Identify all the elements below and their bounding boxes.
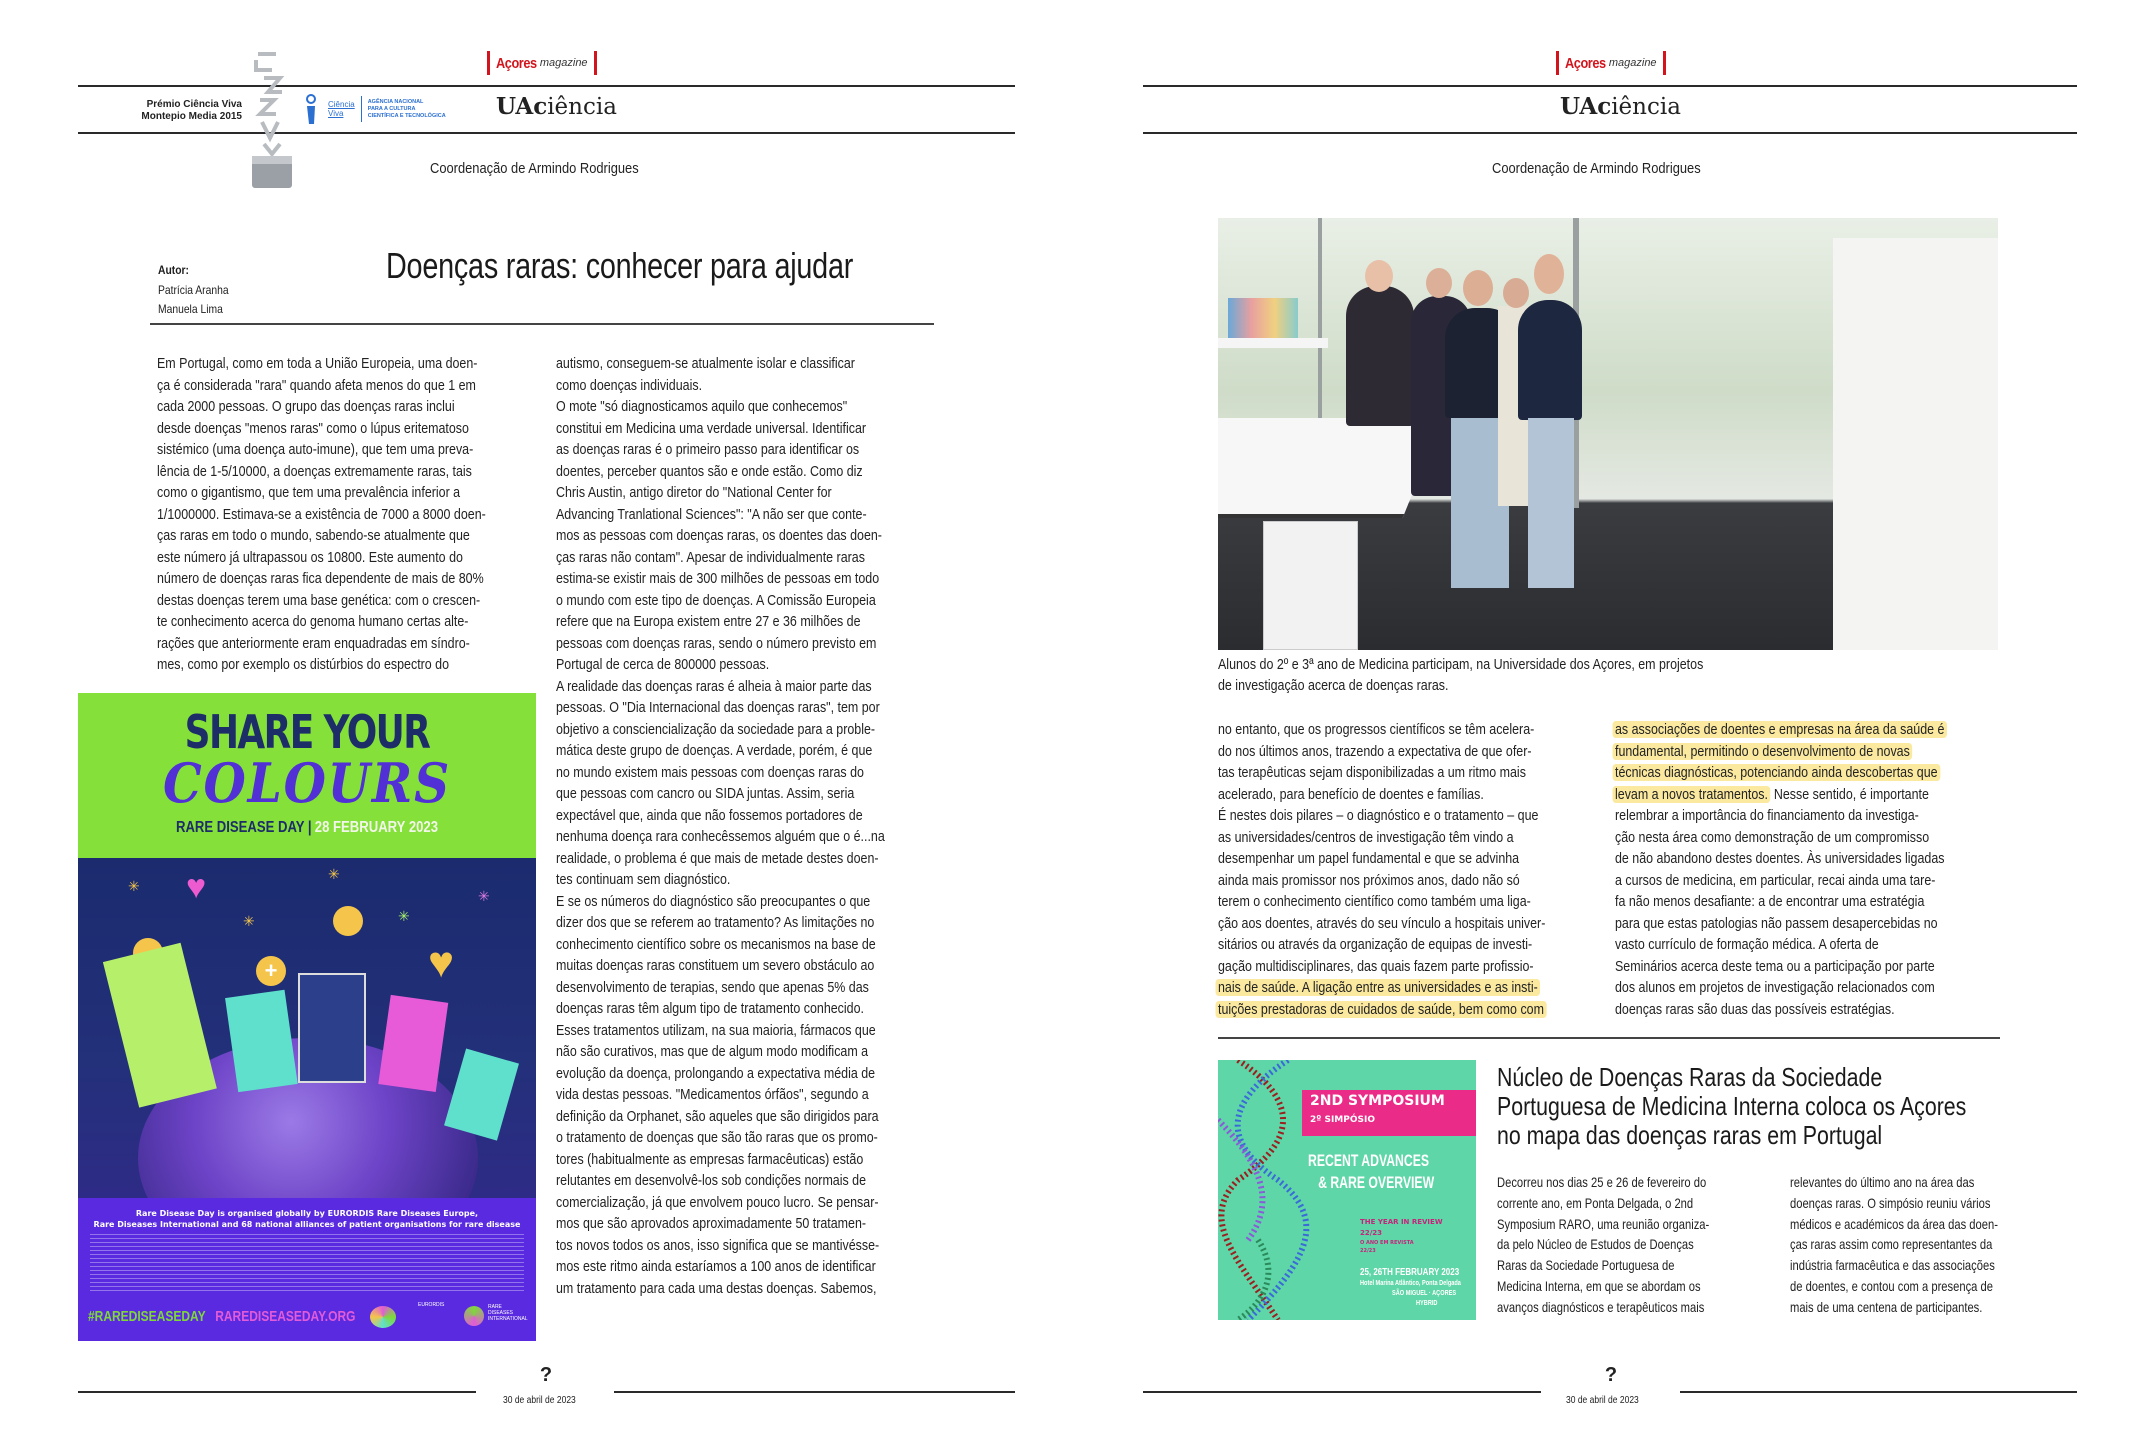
rdi-logo-text: RARE DISEASES INTERNATIONAL xyxy=(488,1304,528,1322)
highlighted-text: fundamental, permitindo o desenvolvimento de novas xyxy=(1613,743,1913,760)
text-line: no mundo existem mais pessoas com doenças raras do xyxy=(556,763,864,781)
text: desempenhar um papel fundamental e que se advinha xyxy=(1218,850,1520,867)
award-label xyxy=(120,99,242,123)
poster-fine-print xyxy=(90,1234,524,1292)
section-title xyxy=(496,93,617,120)
text-line xyxy=(1218,956,1542,978)
text-line: Chris Austin, antigo diretor do "National Center for xyxy=(556,484,832,501)
text-line: tos novos todos os anos, isso significa que se mantivésse- xyxy=(556,1236,880,1254)
text-line xyxy=(1615,784,1939,806)
symposium-title xyxy=(1308,1150,1434,1194)
person xyxy=(1518,300,1582,420)
building-illustration xyxy=(298,973,366,1083)
footer-rule-left xyxy=(1143,1391,1541,1393)
eurordis-logo: EURORDIS xyxy=(418,1302,445,1308)
caption-line: Alunos do 2º e 3ª ano de Medicina participam, na Universidade dos Açores, em projetos xyxy=(1218,656,1704,673)
text-line: muitas doenças raras constituem um severo obstáculo ao xyxy=(556,957,875,974)
text-line: as doenças raras é o primeiro passo para identificar os xyxy=(556,441,860,458)
text-line: corrente ano, em Ponta Delgada, o 2nd xyxy=(1497,1194,1694,1211)
text-line: de doentes, e contou com a presença de xyxy=(1790,1277,1993,1294)
news-column-1 xyxy=(1497,1172,1757,1318)
review-pt: O ANO EM REVISTA xyxy=(1360,1240,1414,1246)
symposium-details xyxy=(1360,1267,1461,1309)
text: É nestes dois pilares – o diagnóstico e o tratamento – que xyxy=(1218,807,1539,824)
text-line: dizer dos que se referem ao tratamento? As limitações no xyxy=(556,914,875,931)
person-head xyxy=(1365,260,1393,292)
symposium-line-2: 2º SIMPÓSIO xyxy=(1310,1115,1375,1125)
text: no entanto, que os progressos científicos se têm acelera- xyxy=(1218,721,1535,738)
text-line: mática deste grupo de doenças. A verdade, porém, é que xyxy=(556,742,873,759)
ciencia-text: Ciência xyxy=(328,100,355,109)
ciencia-viva-figure-icon xyxy=(300,94,322,124)
magazine-name: Açores xyxy=(1565,54,1606,72)
highlighted-text: nais de saúde. A ligação entre as universidades e as insti- xyxy=(1216,979,1541,996)
text: gação multidisciplinares, das quais fazem parte profissio- xyxy=(1218,957,1534,975)
text-line: doenças raras têm algum tipo de tratamento conhecido. xyxy=(556,1000,864,1017)
text-line: cada 2000 pessoas. O grupo das doenças raras inclui xyxy=(157,398,455,415)
text-line: ças raras assim como representantes da xyxy=(1790,1236,1993,1253)
text-line: pessoas com doenças raras, sendo o número previsto em xyxy=(556,634,877,652)
text-line: relutantes em desenvolvê-los sob condições normais de xyxy=(556,1172,867,1189)
text-line: mos que são aprovados aproximadamente 50 tratamen- xyxy=(556,1215,867,1232)
star-icon: ✳ xyxy=(478,888,490,904)
text-line: Esses tratamentos utilizam, na sua maioria, fármacos que xyxy=(556,1021,876,1039)
poster-hashtag: #RAREDISEASEDAY xyxy=(88,1308,206,1325)
text-line xyxy=(1615,913,1939,935)
symposium-dates: 25, 26TH FEBRUARY 2023 xyxy=(1360,1267,1460,1278)
text: de não abandono destes doentes. Às universidades ligadas xyxy=(1615,850,1945,867)
footer-rule-left xyxy=(78,1391,476,1393)
author-name: Manuela Lima xyxy=(158,302,223,316)
lab-shelf xyxy=(1218,338,1328,348)
text: sitários ou através da organização de equipas de investi- xyxy=(1218,936,1533,953)
text-line: tores (habitualmente as empresas farmacêuticas) estão xyxy=(556,1150,864,1168)
ciencia-viva-logo xyxy=(300,94,446,124)
text-line: desde doenças "menos raras" como o lúpus eritematoso xyxy=(157,419,469,437)
lab-drawers xyxy=(1263,521,1358,650)
headline-line: Portuguesa de Medicina Interna coloca os Açores xyxy=(1497,1091,1967,1121)
text-line: desenvolvimento de terapias, sendo que apenas 5% das xyxy=(556,978,869,996)
text-line: constitui em Medicina uma verdade universal. Identificar xyxy=(556,419,867,437)
star-icon: ✳ xyxy=(128,878,140,894)
text-line: destas doenças terem uma base genética: com o crescen- xyxy=(157,591,481,609)
flower-logo-icon xyxy=(370,1306,396,1328)
section-title-suffix: iência xyxy=(1611,94,1681,120)
author-name: Patrícia Aranha xyxy=(158,283,229,297)
text-line: mais de uma centena de participantes. xyxy=(1790,1298,1983,1315)
text-line: indústria farmacêutica e das associações xyxy=(1790,1257,1995,1274)
symposium-title-line-1: RECENT ADVANCES xyxy=(1308,1151,1430,1170)
text-line: te conhecimento acerca do genoma humano certas alte- xyxy=(157,613,469,630)
poster-event-line: RARE DISEASE DAY | 28 FEBRUARY 2023 xyxy=(175,819,439,836)
text-line: comercialização, já que envolvem pouco lucro. Se pensar- xyxy=(556,1193,879,1211)
page-date: 30 de abril de 2023 xyxy=(503,1395,576,1406)
highlighted-text: técnicas diagnósticas, potenciando ainda descobertas que xyxy=(1613,764,1941,781)
text: ção aos doentes, através do seu vínculo a hospitais univer- xyxy=(1218,914,1546,932)
text-line xyxy=(1218,741,1542,763)
text-line: definição da Orphanet, são aqueles que são dirigidos para xyxy=(556,1107,879,1125)
text-line: estima-se existir mais de 300 milhões de pessoas em todo xyxy=(556,570,880,587)
photo-caption xyxy=(1218,654,1803,696)
text-line: pessoas. O "Dia Internacional das doenças raras", tem por xyxy=(556,699,880,716)
agency-line-2: PARA A CULTURA xyxy=(367,105,416,112)
highlighted-text: levam a novos tratamentos. xyxy=(1613,786,1771,803)
text-line xyxy=(1218,977,1542,999)
viva-text: Viva xyxy=(328,109,344,118)
text: ainda mais promissor nos próximos anos, dado não só xyxy=(1218,871,1520,889)
masthead-bottom-rule xyxy=(78,132,1015,134)
text-line xyxy=(1218,934,1542,956)
symposium-venue: Hotel Marina Atlântico, Ponta Delgada xyxy=(1360,1280,1461,1287)
text-line xyxy=(1218,719,1542,741)
text: a cursos de medicina, em particular, recai ainda uma tare- xyxy=(1615,871,1936,889)
text: as universidades/centros de investigação têm vindo a xyxy=(1218,828,1514,846)
poster-org-line-1: Rare Disease Day is organised globally by EURORDIS Rare Diseases Europe, xyxy=(135,1209,479,1218)
logo-bar-left xyxy=(487,51,490,75)
section-title-prefix: UAc xyxy=(496,93,548,120)
logo-bar-left xyxy=(1556,51,1559,75)
lab-fridge xyxy=(1833,238,1998,650)
text-line: sistémico (uma doença auto-imune), que tem uma preva- xyxy=(157,441,474,458)
poster-line-1: SHARE YOUR xyxy=(184,705,430,759)
text: Nesse sentido, é importante xyxy=(1770,785,1929,803)
poster-line-2: COLOURS xyxy=(163,751,451,815)
text-line: não são curativos, mas que de algum modo modificam a xyxy=(556,1043,869,1060)
text-line: mes, como por exemplo os distúrbios do espectro do xyxy=(157,656,450,673)
section-divider-rule xyxy=(1218,1037,2000,1039)
text-line: ça é considerada "rara" quando afeta menos do que 1 em xyxy=(157,376,476,394)
text-line xyxy=(1615,762,1939,784)
article-column-2 xyxy=(556,353,941,1299)
footer-rule-right xyxy=(614,1391,1015,1393)
person-head xyxy=(1503,278,1529,308)
article-title: Doenças raras: conhecer para ajudar xyxy=(386,245,854,286)
page-date: 30 de abril de 2023 xyxy=(1566,1395,1639,1406)
article-column-1 xyxy=(157,353,537,676)
highlighted-text: tuições prestadoras de cuidados de saúde, bem como com xyxy=(1216,1001,1547,1018)
review-en: THE YEAR IN REVIEW xyxy=(1360,1218,1443,1226)
text-line: relevantes do último ano na área das xyxy=(1790,1174,1975,1190)
magazine-logo xyxy=(1556,51,1666,75)
text: fa não menos desafiante: a de encontrar uma estratégia xyxy=(1615,893,1925,910)
masthead-top-rule xyxy=(1143,85,2077,87)
text: terem o conhecimento científico como também uma liga- xyxy=(1218,893,1531,910)
text-line xyxy=(1615,977,1939,999)
agency-text xyxy=(368,99,446,120)
text-line: mos as pessoas com doenças raras, os doentes das doen- xyxy=(556,527,882,544)
text: Seminários acerca deste tema ou a participação por parte xyxy=(1615,957,1935,975)
text-line xyxy=(1218,784,1542,806)
text-line xyxy=(1218,870,1542,892)
text-line xyxy=(1218,805,1542,827)
text: do nos últimos anos, trazendo a expectativa de que ofer- xyxy=(1218,742,1532,760)
text-line xyxy=(1615,719,1945,741)
text: relembrar a importância do financiamento da investiga- xyxy=(1615,807,1919,824)
ciencia-viva-text xyxy=(328,100,355,118)
text-line: Symposium RARO, uma reunião organiza- xyxy=(1497,1215,1710,1232)
text-line: este número já ultrapassou os 10800. Este aumento do xyxy=(157,548,463,566)
title-rule xyxy=(150,323,934,325)
symposium-format: HYBRID xyxy=(1416,1300,1438,1307)
text-line: que pessoas com cancro ou SIDA juntas. Assim, seria xyxy=(556,785,855,802)
heart-icon: ♥ xyxy=(428,938,455,987)
coordination-credit: Coordenação de Armindo Rodrigues xyxy=(430,160,639,177)
text-line xyxy=(1615,827,1939,849)
page-number: ? xyxy=(1604,1364,1618,1386)
text-line: 1/1000000. Estimava-se a existência de 7000 a 8000 doen- xyxy=(157,505,486,523)
text-line xyxy=(1615,891,1939,913)
text-line xyxy=(1615,805,1939,827)
headline-line: Núcleo de Doenças Raras da Sociedade xyxy=(1497,1062,1883,1092)
text-line: avanços diagnósticos e terapêuticos mais xyxy=(1497,1298,1705,1315)
text-line xyxy=(1615,848,1945,870)
award-line-2: Montepio Media 2015 xyxy=(141,111,242,122)
text-line: vida destas pessoas. "Medicamentos órfãos", segundo a xyxy=(556,1086,869,1103)
review-en-years: 22/23 xyxy=(1360,1229,1383,1237)
text-line: Medicina Interna, em que se abordam os xyxy=(1497,1277,1701,1294)
star-icon: ✳ xyxy=(328,866,340,882)
text-line: um tratamento para cada uma destas doenças. Sabemos, xyxy=(556,1279,877,1297)
heart-icon: ♥ xyxy=(186,868,207,906)
magazine-name: Açores xyxy=(496,54,537,72)
text-line: como doenças individuais. xyxy=(556,376,703,394)
trophy-icon xyxy=(246,48,298,190)
text-line: conhecimento científico sobre os mecanismos na base de xyxy=(556,935,876,953)
text: tas terapêuticas sejam disponibilizadas a um ritmo mais xyxy=(1218,764,1526,781)
text-line: mos este ritmo ainda estaríamos a 100 anos de identificar xyxy=(556,1258,876,1275)
person-head xyxy=(1463,270,1493,306)
text-line: expectável que, ainda que não fossemos portadores de xyxy=(556,806,863,824)
symposium-line-1: 2ND SYMPOSIUM xyxy=(1310,1093,1445,1109)
highlighted-text: as associações de doentes e empresas na área da saúde é xyxy=(1613,721,1947,738)
text: acelerado, para benefício de doentes e famílias. xyxy=(1218,785,1484,803)
poster-footer xyxy=(78,1198,536,1341)
news-column-2 xyxy=(1790,1172,2050,1318)
page-number: ? xyxy=(539,1364,553,1386)
text-line xyxy=(1615,999,1939,1021)
text-line: Advancing Tranlational Sciences": "A não ser que conte- xyxy=(556,505,867,523)
group-photo xyxy=(1218,218,1998,650)
author-label: Autor: xyxy=(158,263,189,277)
masthead-top-rule xyxy=(78,85,1015,87)
symposium-title-line-2: & RARE OVERVIEW xyxy=(1318,1173,1435,1192)
text-line: médicos e académicos da área das doen- xyxy=(1790,1215,1998,1232)
plus-badge-icon: + xyxy=(256,956,286,986)
text-line xyxy=(1218,913,1546,935)
text-line xyxy=(1615,956,1939,978)
poster-org-line-2: Rare Diseases International and 68 national alliances of patient organisations for rare disease xyxy=(93,1220,521,1229)
continuation-column-1 xyxy=(1218,719,1608,1020)
text-line: evolução da doença, prolongando a expectativa média de xyxy=(556,1064,876,1082)
section-title xyxy=(1560,93,1681,120)
text-line: o mundo com este tipo de doenças. A Comissão Europeia xyxy=(556,591,876,609)
text-line xyxy=(1218,848,1542,870)
lab-supplies xyxy=(1228,298,1298,338)
star-icon: ✳ xyxy=(398,908,410,924)
footer-rule-right xyxy=(1680,1391,2077,1393)
person-head xyxy=(1534,254,1564,294)
text-line xyxy=(1218,999,1542,1021)
text: doenças raras são duas das possíveis estratégias. xyxy=(1615,1000,1895,1018)
magazine-logo xyxy=(487,51,597,75)
text-line xyxy=(1218,827,1542,849)
section-title-suffix: iência xyxy=(547,94,617,120)
logo-bar-right xyxy=(594,51,597,75)
text-line: da pelo Núcleo de Estudos de Doenças xyxy=(1497,1236,1694,1253)
text-line: ças raras não contam". Apesar de individualmente raras xyxy=(556,548,865,566)
magazine-sub: magazine xyxy=(539,57,588,69)
text: ção nesta área como demonstração de um compromisso xyxy=(1615,828,1930,846)
symposium-review xyxy=(1360,1217,1443,1255)
symposium-location: SÃO MIGUEL · AÇORES xyxy=(1392,1290,1457,1297)
text-line: A realidade das doenças raras é alheia à maior parte das xyxy=(556,677,872,695)
rare-disease-day-poster xyxy=(78,693,536,1341)
text-line: como o gigantismo, que tem uma prevalência inferior a xyxy=(157,484,461,501)
text-line xyxy=(1615,870,1939,892)
poster-event: RARE DISEASE DAY xyxy=(175,819,305,836)
text-line: E se os números do diagnóstico são preocupantes o que xyxy=(556,892,871,910)
text: para que estas patologias não passem desapercebidas no xyxy=(1615,914,1938,932)
text-line xyxy=(1218,762,1542,784)
text-line: o tratamento de doenças que são tão raras que os promo- xyxy=(556,1129,878,1146)
text-line: rações que anteriormente eram enquadradas em síndro- xyxy=(157,634,470,652)
agency-line-1: AGÊNCIA NACIONAL xyxy=(367,98,424,105)
poster-organisers xyxy=(78,1208,536,1230)
text-line: tes continuam sem diagnóstico. xyxy=(556,871,731,888)
text-line: doenças raras. O simpósio reuniu vários xyxy=(1790,1194,1991,1211)
logo-bar-right xyxy=(1663,51,1666,75)
masthead-bottom-rule xyxy=(1143,132,2077,134)
news-headline xyxy=(1497,1063,2069,1150)
text-line xyxy=(1218,891,1542,913)
poster-tags xyxy=(88,1308,355,1325)
poster-header xyxy=(78,693,536,858)
review-pt-years: 22/23 xyxy=(1360,1248,1376,1254)
text-line: Decorreu nos dias 25 e 26 de fevereiro do xyxy=(1497,1174,1707,1190)
symposium-poster xyxy=(1218,1060,1476,1320)
text-line: lência de 1-5/10000, a doenças extremamente raras, tais xyxy=(157,462,472,480)
text-line: Raras da Sociedade Portuguesa de xyxy=(1497,1257,1675,1274)
text-line xyxy=(1615,741,1939,763)
person xyxy=(1346,286,1414,426)
logo-divider xyxy=(361,96,362,122)
caption-line: de investigação acerca de doenças raras. xyxy=(1218,677,1449,694)
poster-date: 28 FEBRUARY 2023 xyxy=(314,819,439,836)
section-title-prefix: UAc xyxy=(1560,93,1612,120)
person-head xyxy=(1426,268,1452,298)
text-line xyxy=(1615,934,1939,956)
poster-website: RAREDISEASEDAY.ORG xyxy=(215,1308,356,1325)
coordination-credit: Coordenação de Armindo Rodrigues xyxy=(1492,160,1701,177)
text-line: O mote "só diagnosticamos aquilo que conhecemos" xyxy=(556,398,848,415)
magazine-sub: magazine xyxy=(1608,57,1657,69)
text-line: número de doenças raras fica dependente de mais de 80% xyxy=(157,570,484,587)
text-line: refere que na Europa existem entre 27 e 36 milhões de xyxy=(556,613,861,630)
text-line: doentes, perceber quantos são e onde estão. Como diz xyxy=(556,462,863,480)
text-line: autismo, conseguem-se atualmente isolar e classificar xyxy=(556,355,855,372)
text-line: nenhuma doença rara conhecêssemos alguém que o é...na xyxy=(556,828,885,845)
text-line: realidade, o problema é que mais de metade destes doen- xyxy=(556,849,879,867)
star-icon: ✳ xyxy=(243,913,255,929)
text-line: Portugal de cerca de 800000 pessoas. xyxy=(556,656,770,673)
agency-line-3: CIENTÍFICA E TECNOLÓGICA xyxy=(367,112,446,119)
person-jeans xyxy=(1528,418,1574,588)
pill-badge-icon xyxy=(333,906,363,936)
building-illustration xyxy=(378,995,448,1092)
rdi-logo-icon xyxy=(464,1306,484,1326)
continuation-column-2 xyxy=(1615,719,2005,1020)
text-line: ças raras em todo o mundo, sabendo-se atualmente que xyxy=(157,527,470,544)
text: dos alunos em projetos de investigação relacionados com xyxy=(1615,979,1935,996)
award-line-1: Prémio Ciência Viva xyxy=(146,99,242,110)
text-line: objetivo a consciencialização da sociedade para a proble- xyxy=(556,720,876,738)
headline-line: no mapa das doenças raras em Portugal xyxy=(1497,1120,1883,1150)
text: vasto currículo de formação médica. A oferta de xyxy=(1615,936,1879,953)
text-line: Em Portugal, como em toda a União Europeia, uma doen- xyxy=(157,355,478,372)
